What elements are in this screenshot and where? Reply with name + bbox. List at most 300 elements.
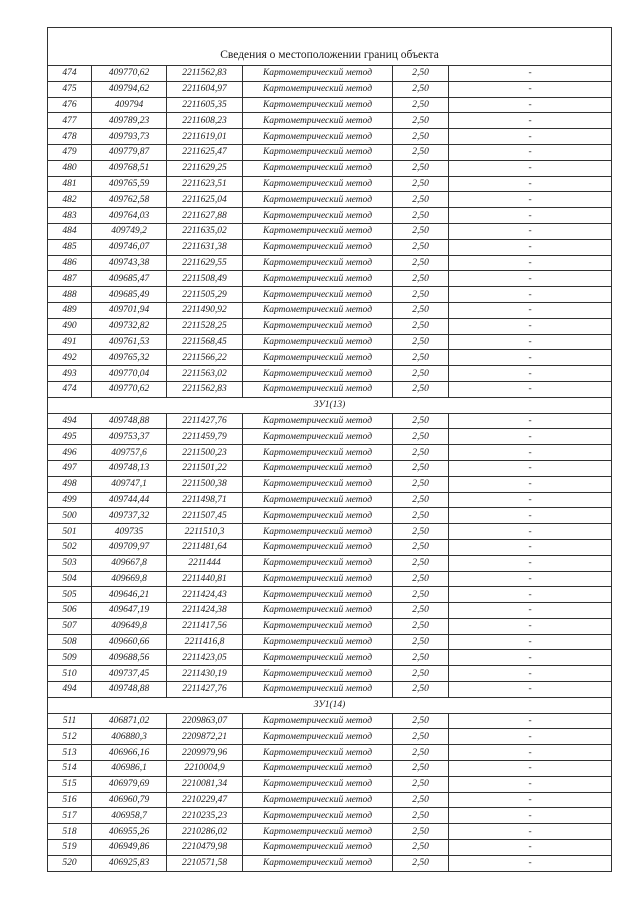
- method-cell: Картометрический метод: [243, 460, 393, 476]
- y-coordinate: 2211619,01: [167, 129, 243, 145]
- y-coordinate: 2210004,9: [167, 761, 243, 777]
- point-number: 505: [48, 587, 92, 603]
- table-row: [48, 855, 612, 871]
- x-coordinate: 406960,79: [92, 792, 167, 808]
- description-cell: -: [449, 223, 612, 239]
- group-header-row: [48, 397, 612, 413]
- x-coordinate: 409765,32: [92, 350, 167, 366]
- description-cell: -: [449, 524, 612, 540]
- accuracy-cell: 2,50: [393, 66, 449, 82]
- x-coordinate: 406925,83: [92, 855, 167, 871]
- x-coordinate: 409701,94: [92, 302, 167, 318]
- description-cell: -: [449, 239, 612, 255]
- method-cell: Картометрический метод: [243, 81, 393, 97]
- y-coordinate: 2211440,81: [167, 571, 243, 587]
- description-cell: -: [449, 476, 612, 492]
- x-coordinate: 406949,86: [92, 840, 167, 856]
- table-row: [48, 840, 612, 856]
- x-coordinate: 406880,3: [92, 729, 167, 745]
- y-coordinate: 2211608,23: [167, 113, 243, 129]
- table-row: [48, 160, 612, 176]
- description-cell: -: [449, 176, 612, 192]
- x-coordinate: 409748,88: [92, 413, 167, 429]
- x-coordinate: 406979,69: [92, 776, 167, 792]
- method-cell: Картометрический метод: [243, 192, 393, 208]
- description-cell: -: [449, 208, 612, 224]
- accuracy-cell: 2,50: [393, 192, 449, 208]
- table-row: [48, 255, 612, 271]
- point-number: 483: [48, 208, 92, 224]
- y-coordinate: 2211490,92: [167, 302, 243, 318]
- point-number: 488: [48, 287, 92, 303]
- x-coordinate: 409746,07: [92, 239, 167, 255]
- table-row: [48, 539, 612, 555]
- x-coordinate: 409685,49: [92, 287, 167, 303]
- method-cell: Картометрический метод: [243, 429, 393, 445]
- accuracy-cell: 2,50: [393, 492, 449, 508]
- point-number: 512: [48, 729, 92, 745]
- y-coordinate: 2211423,05: [167, 650, 243, 666]
- table-row: [48, 381, 612, 397]
- accuracy-cell: 2,50: [393, 713, 449, 729]
- y-coordinate: 2211507,45: [167, 508, 243, 524]
- method-cell: Картометрический метод: [243, 855, 393, 871]
- x-coordinate: 406955,26: [92, 824, 167, 840]
- description-cell: -: [449, 66, 612, 82]
- table-row: [48, 666, 612, 682]
- accuracy-cell: 2,50: [393, 729, 449, 745]
- accuracy-cell: 2,50: [393, 113, 449, 129]
- y-coordinate: 2211528,25: [167, 318, 243, 334]
- method-cell: Картометрический метод: [243, 618, 393, 634]
- point-number: 491: [48, 334, 92, 350]
- table-row: [48, 713, 612, 729]
- y-coordinate: 2211416,8: [167, 634, 243, 650]
- accuracy-cell: 2,50: [393, 682, 449, 698]
- method-cell: Картометрический метод: [243, 97, 393, 113]
- y-coordinate: 2211629,55: [167, 255, 243, 271]
- description-cell: -: [449, 334, 612, 350]
- y-coordinate: 2211629,25: [167, 160, 243, 176]
- table-row: [48, 634, 612, 650]
- point-number: 508: [48, 634, 92, 650]
- method-cell: Картометрический метод: [243, 239, 393, 255]
- table-row: [48, 555, 612, 571]
- table-row: [48, 66, 612, 82]
- accuracy-cell: 2,50: [393, 840, 449, 856]
- accuracy-cell: 2,50: [393, 824, 449, 840]
- y-coordinate: 2211430,19: [167, 666, 243, 682]
- x-coordinate: 409764,03: [92, 208, 167, 224]
- accuracy-cell: 2,50: [393, 539, 449, 555]
- description-cell: -: [449, 302, 612, 318]
- description-cell: -: [449, 682, 612, 698]
- table-row: [48, 808, 612, 824]
- method-cell: Картометрический метод: [243, 445, 393, 461]
- x-coordinate: 409794,62: [92, 81, 167, 97]
- method-cell: Картометрический метод: [243, 634, 393, 650]
- method-cell: Картометрический метод: [243, 840, 393, 856]
- description-cell: -: [449, 824, 612, 840]
- x-coordinate: 409789,23: [92, 113, 167, 129]
- method-cell: Картометрический метод: [243, 587, 393, 603]
- point-number: 498: [48, 476, 92, 492]
- y-coordinate: 2211444: [167, 555, 243, 571]
- method-cell: Картометрический метод: [243, 366, 393, 382]
- description-cell: -: [449, 413, 612, 429]
- x-coordinate: 409744,44: [92, 492, 167, 508]
- accuracy-cell: 2,50: [393, 855, 449, 871]
- y-coordinate: 2209863,07: [167, 713, 243, 729]
- point-number: 493: [48, 366, 92, 382]
- x-coordinate: 409753,37: [92, 429, 167, 445]
- description-cell: -: [449, 555, 612, 571]
- point-number: 519: [48, 840, 92, 856]
- accuracy-cell: 2,50: [393, 239, 449, 255]
- method-cell: Картометрический метод: [243, 492, 393, 508]
- method-cell: Картометрический метод: [243, 555, 393, 571]
- y-coordinate: 2211566,22: [167, 350, 243, 366]
- method-cell: Картометрический метод: [243, 302, 393, 318]
- method-cell: Картометрический метод: [243, 334, 393, 350]
- point-number: 520: [48, 855, 92, 871]
- y-coordinate: 2210229,47: [167, 792, 243, 808]
- accuracy-cell: 2,50: [393, 160, 449, 176]
- description-cell: -: [449, 650, 612, 666]
- x-coordinate: 409793,73: [92, 129, 167, 145]
- method-cell: Картометрический метод: [243, 255, 393, 271]
- x-coordinate: 409649,8: [92, 618, 167, 634]
- method-cell: Картометрический метод: [243, 524, 393, 540]
- description-cell: -: [449, 144, 612, 160]
- accuracy-cell: 2,50: [393, 176, 449, 192]
- accuracy-cell: 2,50: [393, 524, 449, 540]
- description-cell: -: [449, 492, 612, 508]
- x-coordinate: 409732,82: [92, 318, 167, 334]
- description-cell: -: [449, 587, 612, 603]
- y-coordinate: 2211631,38: [167, 239, 243, 255]
- point-number: 510: [48, 666, 92, 682]
- y-coordinate: 2211424,43: [167, 587, 243, 603]
- point-number: 494: [48, 682, 92, 698]
- method-cell: Картометрический метод: [243, 776, 393, 792]
- table-row: [48, 792, 612, 808]
- description-cell: -: [449, 460, 612, 476]
- method-cell: Картометрический метод: [243, 208, 393, 224]
- x-coordinate: 409749,2: [92, 223, 167, 239]
- x-coordinate: 409770,62: [92, 66, 167, 82]
- method-cell: Картометрический метод: [243, 650, 393, 666]
- accuracy-cell: 2,50: [393, 808, 449, 824]
- y-coordinate: 2210571,58: [167, 855, 243, 871]
- accuracy-cell: 2,50: [393, 366, 449, 382]
- x-coordinate: 409765,59: [92, 176, 167, 192]
- point-number: 516: [48, 792, 92, 808]
- x-coordinate: 409768,51: [92, 160, 167, 176]
- x-coordinate: 409748,13: [92, 460, 167, 476]
- accuracy-cell: 2,50: [393, 271, 449, 287]
- description-cell: -: [449, 855, 612, 871]
- table-row: [48, 334, 612, 350]
- method-cell: Картометрический метод: [243, 144, 393, 160]
- point-number: 501: [48, 524, 92, 540]
- point-number: 499: [48, 492, 92, 508]
- x-coordinate: 409667,8: [92, 555, 167, 571]
- point-number: 500: [48, 508, 92, 524]
- point-number: 484: [48, 223, 92, 239]
- table-title: Сведения о местоположении границ объекта: [48, 28, 612, 66]
- y-coordinate: 2211500,38: [167, 476, 243, 492]
- x-coordinate: 409685,47: [92, 271, 167, 287]
- table-row: [48, 429, 612, 445]
- table-row: [48, 113, 612, 129]
- group-header-row: [48, 697, 612, 713]
- point-number: 515: [48, 776, 92, 792]
- y-coordinate: 2211562,83: [167, 381, 243, 397]
- description-cell: -: [449, 287, 612, 303]
- y-coordinate: 2210286,02: [167, 824, 243, 840]
- y-coordinate: 2211417,56: [167, 618, 243, 634]
- point-number: 476: [48, 97, 92, 113]
- description-cell: -: [449, 713, 612, 729]
- accuracy-cell: 2,50: [393, 381, 449, 397]
- point-number: 481: [48, 176, 92, 192]
- table-row: [48, 192, 612, 208]
- accuracy-cell: 2,50: [393, 445, 449, 461]
- table-row: [48, 302, 612, 318]
- description-cell: -: [449, 97, 612, 113]
- x-coordinate: 409748,88: [92, 682, 167, 698]
- point-number: 485: [48, 239, 92, 255]
- accuracy-cell: 2,50: [393, 587, 449, 603]
- method-cell: Картометрический метод: [243, 413, 393, 429]
- y-coordinate: 2211459,79: [167, 429, 243, 445]
- x-coordinate: 409660,66: [92, 634, 167, 650]
- x-coordinate: 409747,1: [92, 476, 167, 492]
- method-cell: Картометрический метод: [243, 318, 393, 334]
- point-number: 475: [48, 81, 92, 97]
- table-row: [48, 239, 612, 255]
- y-coordinate: 2211498,71: [167, 492, 243, 508]
- accuracy-cell: 2,50: [393, 429, 449, 445]
- group-label: ЗУ1(14): [48, 697, 612, 713]
- accuracy-cell: 2,50: [393, 603, 449, 619]
- accuracy-cell: 2,50: [393, 761, 449, 777]
- y-coordinate: 2210235,23: [167, 808, 243, 824]
- table-row: [48, 223, 612, 239]
- description-cell: -: [449, 366, 612, 382]
- y-coordinate: 2211623,51: [167, 176, 243, 192]
- description-cell: -: [449, 508, 612, 524]
- y-coordinate: 2211627,88: [167, 208, 243, 224]
- y-coordinate: 2211635,02: [167, 223, 243, 239]
- x-coordinate: 409646,21: [92, 587, 167, 603]
- point-number: 503: [48, 555, 92, 571]
- y-coordinate: 2211625,04: [167, 192, 243, 208]
- x-coordinate: 409757,6: [92, 445, 167, 461]
- table-row: [48, 745, 612, 761]
- accuracy-cell: 2,50: [393, 413, 449, 429]
- x-coordinate: 409762,58: [92, 192, 167, 208]
- method-cell: Картометрический метод: [243, 571, 393, 587]
- y-coordinate: 2210479,98: [167, 840, 243, 856]
- point-number: 497: [48, 460, 92, 476]
- table-row: [48, 176, 612, 192]
- description-cell: -: [449, 129, 612, 145]
- y-coordinate: 2209872,21: [167, 729, 243, 745]
- table-row: [48, 413, 612, 429]
- point-number: 480: [48, 160, 92, 176]
- description-cell: -: [449, 729, 612, 745]
- accuracy-cell: 2,50: [393, 287, 449, 303]
- table-row: [48, 208, 612, 224]
- accuracy-cell: 2,50: [393, 476, 449, 492]
- description-cell: -: [449, 761, 612, 777]
- accuracy-cell: 2,50: [393, 208, 449, 224]
- description-cell: -: [449, 255, 612, 271]
- y-coordinate: 2211501,22: [167, 460, 243, 476]
- table-row: [48, 144, 612, 160]
- table-row: [48, 618, 612, 634]
- description-cell: -: [449, 571, 612, 587]
- method-cell: Картометрический метод: [243, 666, 393, 682]
- point-number: 518: [48, 824, 92, 840]
- accuracy-cell: 2,50: [393, 350, 449, 366]
- point-number: 482: [48, 192, 92, 208]
- description-cell: -: [449, 792, 612, 808]
- method-cell: Картометрический метод: [243, 761, 393, 777]
- accuracy-cell: 2,50: [393, 460, 449, 476]
- method-cell: Картометрический метод: [243, 160, 393, 176]
- description-cell: -: [449, 81, 612, 97]
- point-number: 478: [48, 129, 92, 145]
- x-coordinate: 406871,02: [92, 713, 167, 729]
- y-coordinate: 2211568,45: [167, 334, 243, 350]
- y-coordinate: 2211508,49: [167, 271, 243, 287]
- table-row: [48, 350, 612, 366]
- y-coordinate: 2209979,96: [167, 745, 243, 761]
- description-cell: -: [449, 350, 612, 366]
- method-cell: Картометрический метод: [243, 745, 393, 761]
- description-cell: -: [449, 318, 612, 334]
- method-cell: Картометрический метод: [243, 824, 393, 840]
- description-cell: -: [449, 776, 612, 792]
- method-cell: Картометрический метод: [243, 381, 393, 397]
- description-cell: -: [449, 113, 612, 129]
- accuracy-cell: 2,50: [393, 745, 449, 761]
- table-row: [48, 366, 612, 382]
- x-coordinate: 406966,16: [92, 745, 167, 761]
- accuracy-cell: 2,50: [393, 634, 449, 650]
- boundary-coordinates-sheet: [47, 27, 611, 872]
- method-cell: Картометрический метод: [243, 682, 393, 698]
- y-coordinate: 2211481,64: [167, 539, 243, 555]
- x-coordinate: 409737,45: [92, 666, 167, 682]
- method-cell: Картометрический метод: [243, 603, 393, 619]
- point-number: 514: [48, 761, 92, 777]
- accuracy-cell: 2,50: [393, 302, 449, 318]
- method-cell: Картометрический метод: [243, 476, 393, 492]
- table-row: [48, 571, 612, 587]
- accuracy-cell: 2,50: [393, 555, 449, 571]
- point-number: 486: [48, 255, 92, 271]
- point-number: 474: [48, 66, 92, 82]
- table-row: [48, 650, 612, 666]
- y-coordinate: 2211604,97: [167, 81, 243, 97]
- table-row: [48, 492, 612, 508]
- point-number: 507: [48, 618, 92, 634]
- accuracy-cell: 2,50: [393, 792, 449, 808]
- point-number: 494: [48, 413, 92, 429]
- description-cell: -: [449, 745, 612, 761]
- accuracy-cell: 2,50: [393, 508, 449, 524]
- x-coordinate: 406986,1: [92, 761, 167, 777]
- accuracy-cell: 2,50: [393, 144, 449, 160]
- table-row: [48, 682, 612, 698]
- description-cell: -: [449, 539, 612, 555]
- point-number: 477: [48, 113, 92, 129]
- y-coordinate: 2211427,76: [167, 413, 243, 429]
- accuracy-cell: 2,50: [393, 255, 449, 271]
- x-coordinate: 409779,87: [92, 144, 167, 160]
- coordinates-table: [47, 27, 612, 872]
- method-cell: Картометрический метод: [243, 176, 393, 192]
- table-row: [48, 460, 612, 476]
- description-cell: -: [449, 271, 612, 287]
- x-coordinate: 409709,97: [92, 539, 167, 555]
- description-cell: -: [449, 445, 612, 461]
- accuracy-cell: 2,50: [393, 776, 449, 792]
- table-row: [48, 97, 612, 113]
- table-row: [48, 776, 612, 792]
- y-coordinate: 2211605,35: [167, 97, 243, 113]
- method-cell: Картометрический метод: [243, 808, 393, 824]
- y-coordinate: 2211625,47: [167, 144, 243, 160]
- accuracy-cell: 2,50: [393, 571, 449, 587]
- group-label: ЗУ1(13): [48, 397, 612, 413]
- description-cell: -: [449, 192, 612, 208]
- point-number: 487: [48, 271, 92, 287]
- description-cell: -: [449, 840, 612, 856]
- table-row: [48, 287, 612, 303]
- table-row: [48, 824, 612, 840]
- accuracy-cell: 2,50: [393, 618, 449, 634]
- method-cell: Картометрический метод: [243, 113, 393, 129]
- method-cell: Картометрический метод: [243, 508, 393, 524]
- method-cell: Картометрический метод: [243, 792, 393, 808]
- method-cell: Картометрический метод: [243, 287, 393, 303]
- description-cell: -: [449, 381, 612, 397]
- x-coordinate: 409761,53: [92, 334, 167, 350]
- x-coordinate: 409794: [92, 97, 167, 113]
- x-coordinate: 409737,32: [92, 508, 167, 524]
- accuracy-cell: 2,50: [393, 81, 449, 97]
- x-coordinate: 409669,8: [92, 571, 167, 587]
- x-coordinate: 409735: [92, 524, 167, 540]
- point-number: 502: [48, 539, 92, 555]
- x-coordinate: 409688,56: [92, 650, 167, 666]
- point-number: 489: [48, 302, 92, 318]
- table-row: [48, 508, 612, 524]
- description-cell: -: [449, 160, 612, 176]
- title-row: [48, 28, 612, 66]
- table-row: [48, 81, 612, 97]
- y-coordinate: 2211427,76: [167, 682, 243, 698]
- description-cell: -: [449, 808, 612, 824]
- y-coordinate: 2211505,29: [167, 287, 243, 303]
- method-cell: Картометрический метод: [243, 729, 393, 745]
- x-coordinate: 406958,7: [92, 808, 167, 824]
